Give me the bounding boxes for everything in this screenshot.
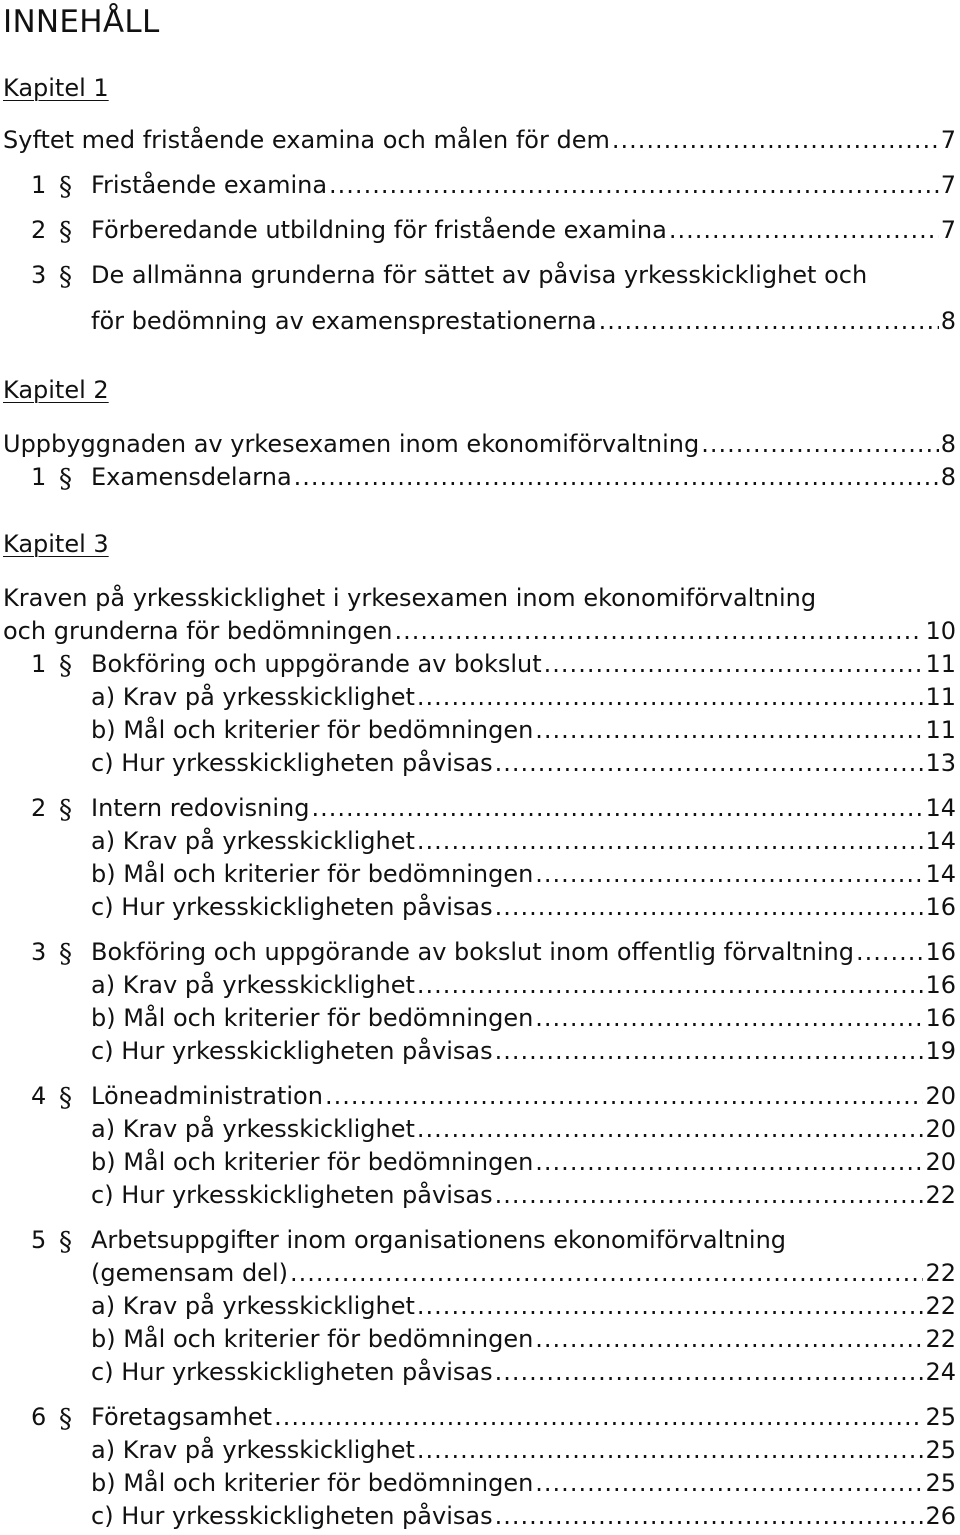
section-entry[interactable]: [91, 1403, 956, 1431]
section-entry[interactable]: [91, 938, 956, 966]
entry-text: och grunderna för bedömningen: [3, 617, 393, 645]
dot-leader: [417, 1292, 924, 1320]
dot-leader: [495, 1358, 924, 1386]
section-sign-icon: [55, 1401, 83, 1434]
subsection-entry[interactable]: [91, 749, 956, 777]
page-number: 11: [925, 650, 956, 678]
subsection-entry[interactable]: [91, 1469, 956, 1497]
page-number: 14: [925, 860, 956, 888]
section-number: 6: [31, 1403, 47, 1431]
section-entry[interactable]: [91, 650, 956, 678]
entry-text: Bokföring och uppgörande av bokslut inom offentlig förvaltning: [91, 938, 854, 966]
entry-text: Företagsamhet: [91, 1403, 273, 1431]
section-sign-icon: [55, 792, 83, 825]
entry-text: för bedömning av examensprestationerna: [91, 307, 597, 335]
dot-leader: [311, 794, 923, 822]
section-number: 4: [31, 1082, 47, 1110]
page-number: 11: [925, 716, 956, 744]
entry-text: Uppbyggnaden av yrkesexamen inom ekonomiförvaltning: [3, 430, 700, 458]
section-entry[interactable]: [91, 463, 956, 491]
svg-text:§: §: [59, 262, 72, 292]
subsection-entry[interactable]: [91, 1148, 956, 1176]
dot-leader: [290, 1259, 923, 1287]
subsection-entry[interactable]: [91, 1325, 956, 1353]
entry-text: c) Hur yrkesskickligheten påvisas: [91, 1502, 493, 1530]
dot-leader: [544, 650, 924, 678]
chapter-label[interactable]: Kapitel 3: [3, 530, 109, 558]
section-sign-icon: [55, 1224, 83, 1257]
section-entry[interactable]: [91, 307, 956, 335]
section-sign-icon: [55, 259, 83, 292]
entry-text: a) Krav på yrkesskicklighet: [91, 971, 415, 999]
section-sign-icon: [55, 461, 83, 494]
subsection-entry[interactable]: [91, 1181, 956, 1209]
entry-text: b) Mål och kriterier för bedömningen: [91, 1148, 534, 1176]
svg-text:§: §: [59, 1404, 72, 1434]
subsection-entry[interactable]: [91, 716, 956, 744]
svg-text:§: §: [59, 939, 72, 969]
dot-leader: [495, 893, 924, 921]
page-number: 16: [925, 893, 956, 921]
page-number: 14: [925, 827, 956, 855]
page-number: 16: [925, 971, 956, 999]
page-number: 7: [940, 216, 956, 244]
section-entry[interactable]: [91, 1259, 956, 1287]
page-number: 8: [940, 307, 956, 335]
entry-text: Förberedande utbildning för fristående examina: [91, 216, 667, 244]
page-number: 24: [925, 1358, 956, 1386]
subsection-entry[interactable]: [91, 1004, 956, 1032]
section-number: 1: [31, 463, 47, 491]
page-number: 25: [925, 1469, 956, 1497]
subsection-entry[interactable]: [91, 1502, 956, 1530]
dot-leader: [325, 1082, 924, 1110]
entry-text: c) Hur yrkesskickligheten påvisas: [91, 749, 493, 777]
page-number: 16: [925, 1004, 956, 1032]
entry-text: Syftet med fristående examina och målen för dem: [3, 126, 610, 154]
entry-text: c) Hur yrkesskickligheten påvisas: [91, 893, 493, 921]
dot-leader: [495, 749, 924, 777]
section-number: 1: [31, 650, 47, 678]
dot-leader: [535, 1148, 923, 1176]
entry-text: Fristående examina: [91, 171, 328, 199]
chapter-label[interactable]: Kapitel 1: [3, 74, 109, 102]
section-number: 2: [31, 794, 47, 822]
entry-text: c) Hur yrkesskickligheten påvisas: [91, 1181, 493, 1209]
entry-text: Intern redovisning: [91, 794, 310, 822]
chapter-heading-line: Kraven på yrkesskicklighet i yrkesexamen inom ekonomiförvaltning: [3, 584, 817, 612]
section-sign-icon: [55, 648, 83, 681]
page-number: 19: [925, 1037, 956, 1065]
dot-leader: [417, 683, 924, 711]
page-number: 25: [925, 1403, 956, 1431]
subsection-entry[interactable]: [91, 971, 956, 999]
subsection-entry[interactable]: [91, 827, 956, 855]
section-sign-icon: [55, 936, 83, 969]
entry-text: b) Mål och kriterier för bedömningen: [91, 716, 534, 744]
dot-leader: [535, 716, 923, 744]
page-number: 22: [925, 1325, 956, 1353]
page-number: 22: [925, 1259, 956, 1287]
page-number: 26: [925, 1502, 956, 1530]
entry-text: (gemensam del): [91, 1259, 288, 1287]
entry-text: b) Mål och kriterier för bedömningen: [91, 1325, 534, 1353]
entry-text: b) Mål och kriterier för bedömningen: [91, 860, 534, 888]
subsection-entry[interactable]: [91, 683, 956, 711]
svg-text:§: §: [59, 1083, 72, 1113]
dot-leader: [535, 1469, 923, 1497]
dot-leader: [856, 938, 923, 966]
dot-leader: [701, 430, 939, 458]
entry-text: a) Krav på yrkesskicklighet: [91, 827, 415, 855]
subsection-entry[interactable]: [91, 1358, 956, 1386]
dot-leader: [669, 216, 939, 244]
entry-text: Examensdelarna: [91, 463, 292, 491]
section-number: 2: [31, 216, 47, 244]
page-number: 22: [925, 1181, 956, 1209]
section-sign-icon: [55, 214, 83, 247]
page-number: 25: [925, 1436, 956, 1464]
svg-text:§: §: [59, 795, 72, 825]
section-number: 3: [31, 261, 47, 289]
section-entry[interactable]: [91, 171, 956, 199]
dot-leader: [612, 126, 939, 154]
dot-leader: [535, 1325, 923, 1353]
page-number: 7: [940, 171, 956, 199]
page-number: 8: [940, 463, 956, 491]
section-title-line: De allmänna grunderna för sättet av påvisa yrkesskicklighet och: [91, 261, 868, 289]
page-number: 11: [925, 683, 956, 711]
section-entry[interactable]: [91, 794, 956, 822]
svg-text:§: §: [59, 172, 72, 202]
dot-leader: [329, 171, 939, 199]
entry-text: a) Krav på yrkesskicklighet: [91, 1292, 415, 1320]
entry-text: Löneadministration: [91, 1082, 323, 1110]
section-number: 5: [31, 1226, 47, 1254]
section-sign-icon: [55, 1080, 83, 1113]
section-sign-icon: [55, 169, 83, 202]
entry-text: c) Hur yrkesskickligheten påvisas: [91, 1358, 493, 1386]
page-number: 13: [925, 749, 956, 777]
section-title-line: Arbetsuppgifter inom organisationens ekonomiförvaltning: [91, 1226, 787, 1254]
subsection-entry[interactable]: [91, 1115, 956, 1143]
dot-leader: [417, 971, 924, 999]
dot-leader: [495, 1502, 924, 1530]
subsection-entry[interactable]: [91, 893, 956, 921]
section-entry[interactable]: [91, 1082, 956, 1110]
page-number: 20: [925, 1115, 956, 1143]
dot-leader: [535, 860, 923, 888]
dot-leader: [294, 463, 939, 491]
svg-text:§: §: [59, 1227, 72, 1257]
dot-leader: [394, 617, 923, 645]
subsection-entry[interactable]: [91, 1037, 956, 1065]
entry-text: a) Krav på yrkesskicklighet: [91, 1436, 415, 1464]
chapter-heading-entry[interactable]: [3, 617, 956, 645]
chapter-heading-entry[interactable]: [3, 126, 956, 154]
page-number: 20: [925, 1082, 956, 1110]
entry-text: a) Krav på yrkesskicklighet: [91, 683, 415, 711]
subsection-entry[interactable]: [91, 1292, 956, 1320]
section-entry[interactable]: [91, 216, 956, 244]
page-number: 20: [925, 1148, 956, 1176]
entry-text: c) Hur yrkesskickligheten påvisas: [91, 1037, 493, 1065]
dot-leader: [417, 1115, 924, 1143]
subsection-entry[interactable]: [91, 860, 956, 888]
page-number: 10: [925, 617, 956, 645]
svg-text:§: §: [59, 651, 72, 681]
section-number: 1: [31, 171, 47, 199]
svg-text:§: §: [59, 464, 72, 494]
chapter-label[interactable]: Kapitel 2: [3, 376, 109, 404]
page-number: 14: [925, 794, 956, 822]
entry-text: Bokföring och uppgörande av bokslut: [91, 650, 542, 678]
entry-text: b) Mål och kriterier för bedömningen: [91, 1469, 534, 1497]
page-number: 8: [940, 430, 956, 458]
entry-text: a) Krav på yrkesskicklighet: [91, 1115, 415, 1143]
svg-text:§: §: [59, 217, 72, 247]
page-number: 7: [940, 126, 956, 154]
page-number: 22: [925, 1292, 956, 1320]
page-number: 16: [925, 938, 956, 966]
subsection-entry[interactable]: [91, 1436, 956, 1464]
dot-leader: [495, 1181, 924, 1209]
dot-leader: [274, 1403, 923, 1431]
section-number: 3: [31, 938, 47, 966]
entry-text: b) Mål och kriterier för bedömningen: [91, 1004, 534, 1032]
dot-leader: [599, 307, 939, 335]
dot-leader: [417, 1436, 924, 1464]
chapter-heading-entry[interactable]: [3, 430, 956, 458]
dot-leader: [417, 827, 924, 855]
dot-leader: [495, 1037, 924, 1065]
dot-leader: [535, 1004, 923, 1032]
page-title: INNEHÅLL: [3, 4, 160, 40]
